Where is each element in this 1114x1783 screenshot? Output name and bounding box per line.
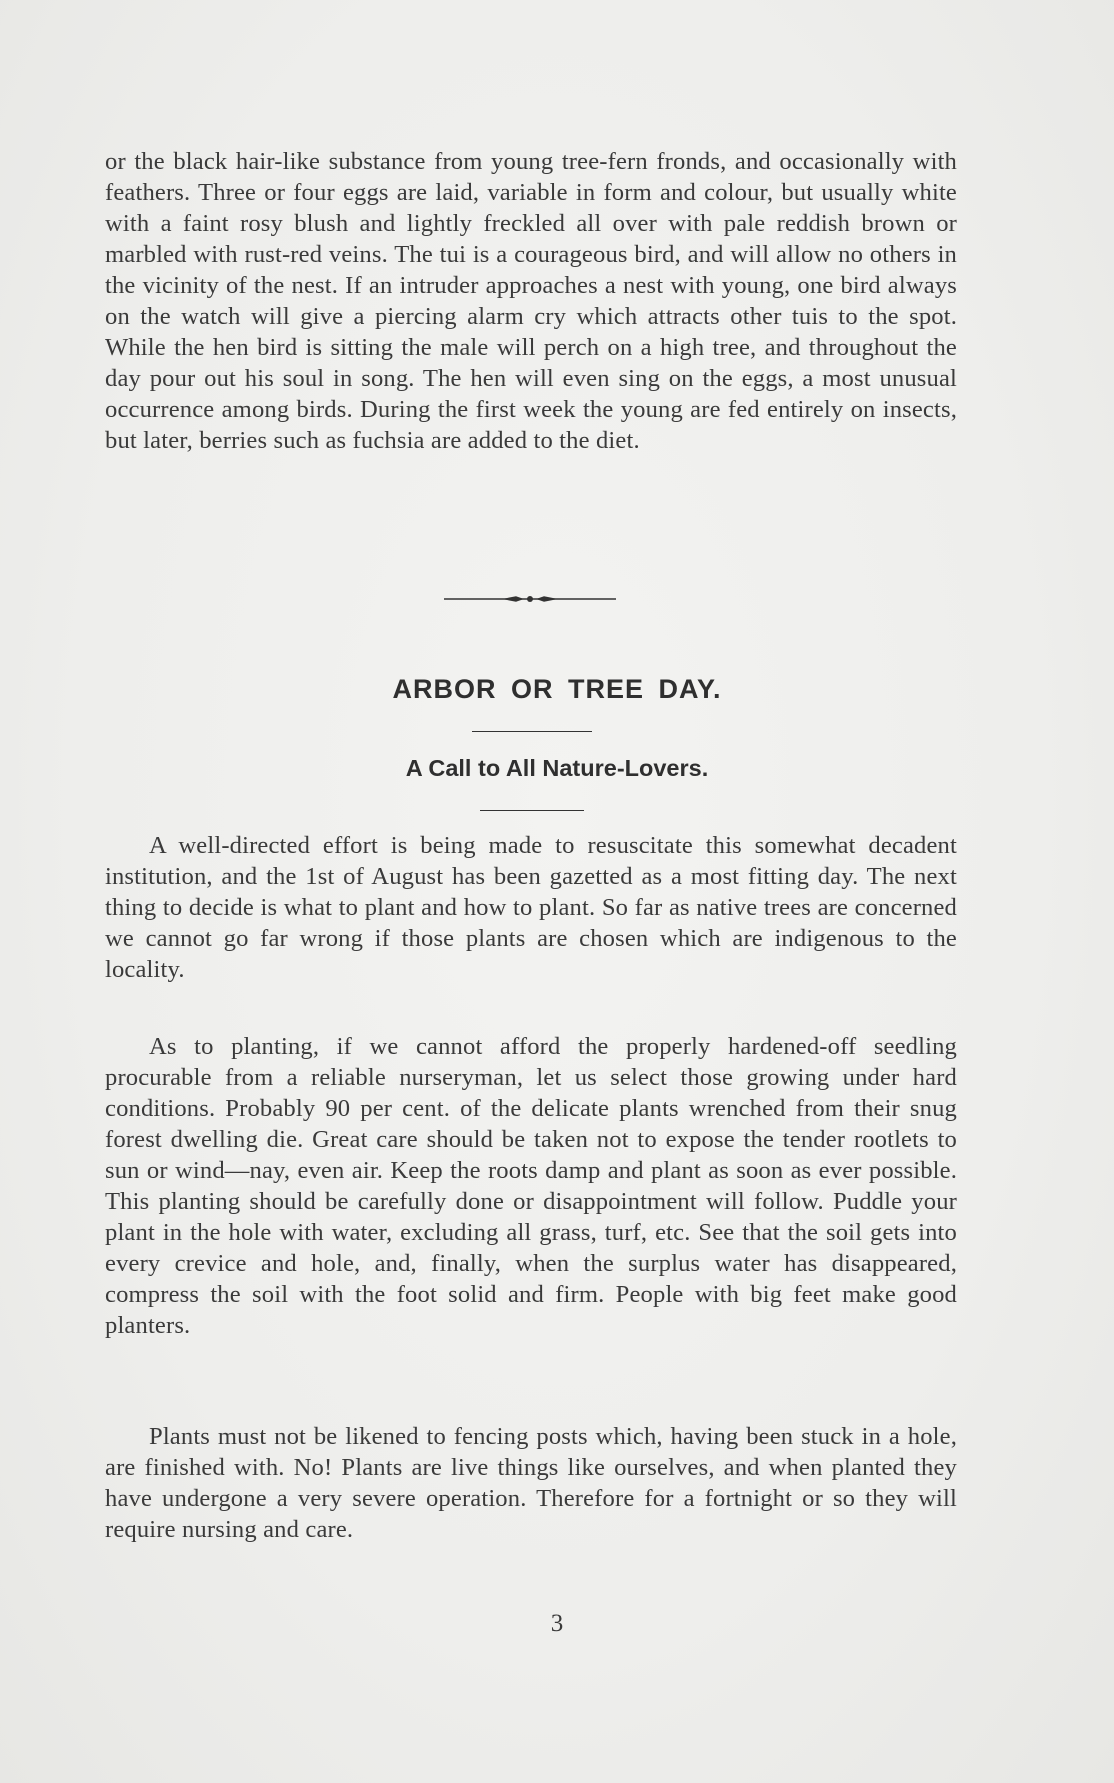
intro-paragraph-block	[105, 146, 957, 456]
page-number: 3	[550, 1610, 564, 1637]
intro-paragraph: or the black hair-like substance from young tree-fern fronds, and occasionally with feathers. Three or four eggs are laid, variable in form and colour, but usually white with a faint rosy blush and lightly freckled all over with pale reddish brown or marbled with rust-red veins. The tui is a courageous bird, and will allow no others in the vicinity of the nest. If an intruder approaches a nest with young, one bird always on the watch will give a piercing alarm cry which attracts other tuis to the spot. While the hen bird is sitting the male will perch on a high tree, and throughout the day pour out his soul in song. The hen will even sing on the eggs, a most unusual occurrence among birds. During the first week the young are fed entirely on insects, but later, berries such as fuchsia are added to the diet.	[105, 148, 957, 454]
section-divider-ornament-icon	[444, 591, 616, 607]
section-heading: ARBOR OR TREE DAY.	[392, 674, 722, 704]
body-paragraph: A well-directed effort is being made to resuscitate this somewhat decadent institution, and the 1st of August has been gazetted as a most fitting day. The next thing to decide is what to plant and how to plant. So far as native trees are concerned we cannot go far wrong if those plants are chosen which are indigenous to the locality.	[105, 832, 957, 983]
body-paragraph: As to planting, if we cannot afford the properly hardened-off seedling procurable from a reliable nurseryman, let us select those growing under hard conditions. Probably 90 per cent. of the delicate plants wrenched from their snug forest dwelling die. Great care should be taken not to expose the tender rootlets to sun or wind—nay, even air. Keep the roots damp and plant as soon as ever possible. This planting should be carefully done or disappointment will follow. Puddle your plant in the hole with water, excluding all grass, turf, etc. See that the soil gets into every crevice and hole, and, finally, when the surplus water has disappeared, compress the soil with the foot solid and firm. People with big feet make good planters.	[105, 1033, 957, 1339]
body-paragraph-block	[105, 1421, 957, 1545]
subheading-rule	[480, 810, 584, 811]
section-subheading: A Call to All Nature-Lovers.	[405, 755, 709, 781]
body-paragraph: Plants must not be likened to fencing posts which, having been stuck in a hole, are finished with. No! Plants are live things like ourselves, and when planted they have undergone a very severe operation. Therefore for a fortnight or so they will require nursing and care.	[105, 1423, 957, 1543]
heading-rule	[472, 731, 592, 732]
body-paragraph-block	[105, 830, 957, 985]
body-paragraph-block	[105, 1031, 957, 1341]
